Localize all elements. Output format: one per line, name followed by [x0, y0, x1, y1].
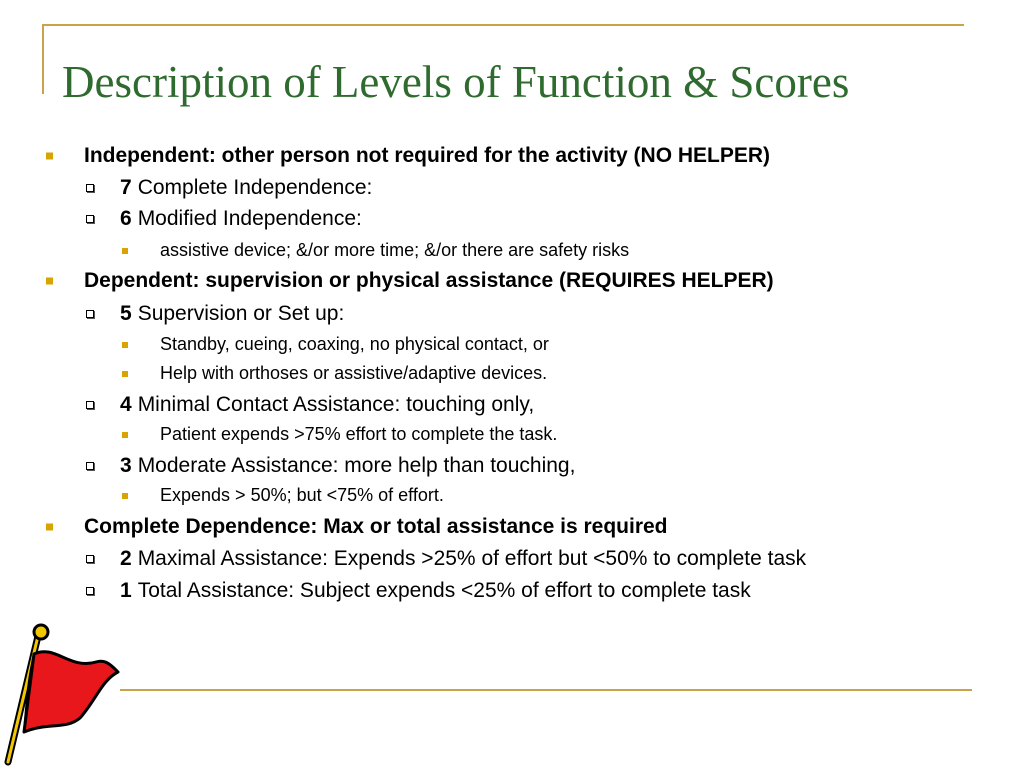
hollow-square-bullet-icon	[86, 462, 94, 470]
sub-item-text: assistive device; &/or more time; &/or there are safety risks	[160, 240, 630, 260]
list-item	[120, 207, 362, 231]
level-score: 3	[120, 454, 132, 477]
level-score: 2	[120, 547, 132, 570]
level-description: Minimal Contact Assistance: touching only,	[137, 393, 535, 416]
square-bullet-icon	[46, 524, 53, 531]
level-description: Complete Independence:	[137, 176, 373, 199]
section-heading-text: Dependent: supervision or physical assistance (REQUIRES HELPER)	[84, 269, 774, 292]
level-score: 6	[120, 207, 132, 230]
level-description: Moderate Assistance: more help than touching,	[137, 454, 576, 477]
section-heading-dependent	[84, 269, 774, 293]
square-bullet-icon	[46, 278, 53, 285]
red-flag-icon	[0, 622, 125, 768]
list-item	[120, 176, 372, 200]
square-bullet-icon	[122, 342, 128, 348]
sub-list-item	[160, 485, 444, 506]
square-bullet-icon	[46, 153, 53, 160]
list-item	[120, 393, 534, 417]
hollow-square-bullet-icon	[86, 587, 94, 595]
level-description: Modified Independence:	[137, 207, 362, 230]
list-item	[120, 579, 751, 603]
level-description: Total Assistance: Subject expends <25% of effort to complete task	[137, 579, 751, 602]
slide-title: Description of Levels of Function & Scores	[62, 57, 850, 107]
level-score: 7	[120, 176, 132, 199]
section-heading-text: Independent: other person not required for the activity (NO HELPER)	[84, 144, 771, 167]
level-score: 1	[120, 579, 132, 602]
hollow-square-bullet-icon	[86, 310, 94, 318]
sub-list-item	[160, 424, 557, 445]
section-heading-text: Complete Dependence: Max or total assistance is required	[84, 515, 668, 538]
sub-item-text: Expends > 50%; but <75% of effort.	[160, 485, 444, 505]
level-description: Supervision or Set up:	[137, 302, 345, 325]
sub-list-item	[160, 240, 629, 261]
list-item	[120, 454, 575, 478]
frame-top-line	[42, 24, 964, 26]
sub-item-text: Help with orthoses or assistive/adaptive devices.	[160, 363, 548, 383]
sub-item-text: Standby, cueing, coaxing, no physical contact, or	[160, 334, 549, 354]
square-bullet-icon	[122, 248, 128, 254]
square-bullet-icon	[122, 493, 128, 499]
section-heading-independent	[84, 144, 770, 168]
frame-bottom-line	[120, 689, 972, 691]
hollow-square-bullet-icon	[86, 401, 94, 409]
list-item	[120, 302, 344, 326]
level-score: 4	[120, 393, 132, 416]
square-bullet-icon	[122, 371, 128, 377]
hollow-square-bullet-icon	[86, 184, 94, 192]
hollow-square-bullet-icon	[86, 555, 94, 563]
sub-list-item	[160, 334, 549, 355]
list-item	[120, 547, 806, 571]
level-score: 5	[120, 302, 132, 325]
sub-list-item	[160, 363, 547, 384]
sub-item-text: Patient expends >75% effort to complete the task.	[160, 424, 558, 444]
section-heading-complete-dependence	[84, 515, 668, 539]
level-description: Maximal Assistance: Expends >25% of effort but <50% to complete task	[137, 547, 807, 570]
square-bullet-icon	[122, 432, 128, 438]
hollow-square-bullet-icon	[86, 215, 94, 223]
frame-left-line	[42, 24, 44, 94]
